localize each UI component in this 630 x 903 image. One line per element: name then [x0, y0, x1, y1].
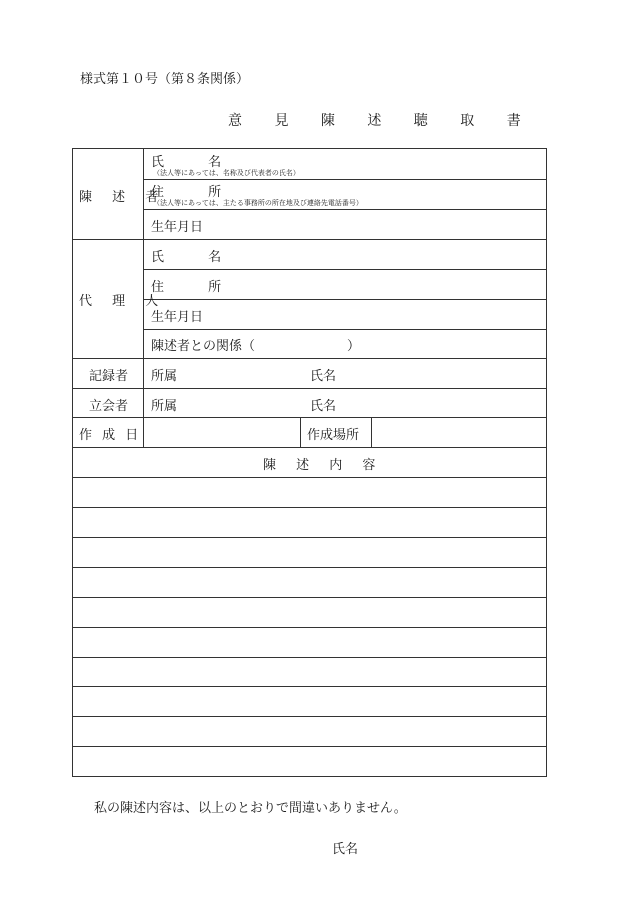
- form-number: 様式第１０号（第８条関係）: [80, 72, 250, 87]
- creation-date-label: 作 成 日: [79, 428, 142, 443]
- creation-place-label: 作成場所: [307, 428, 360, 443]
- content-line: [73, 597, 546, 598]
- content-line: [73, 627, 546, 628]
- agent-address-label: 住 所: [151, 280, 242, 295]
- row-divider: [143, 179, 546, 180]
- row-divider: [143, 329, 546, 330]
- agent-relationship-label: 陳述者との関係（: [151, 339, 256, 354]
- creation-place-divider-left: [300, 417, 301, 447]
- section-divider: [73, 388, 546, 389]
- hearing-record-form: [72, 148, 547, 777]
- agent-label: 代 理 人: [79, 294, 167, 309]
- content-line: [73, 657, 546, 658]
- footer-name-label: 氏名: [332, 842, 359, 857]
- row-divider: [143, 209, 546, 210]
- content-line: [73, 537, 546, 538]
- agent-relationship-close: ）: [347, 339, 361, 354]
- statement-maker-label: 陳 述 者: [79, 190, 167, 205]
- document-title: 意 見 陳 述 聴 取 書: [228, 113, 535, 129]
- statement-maker-address-label: 住 所: [151, 185, 242, 200]
- section-divider: [73, 417, 546, 418]
- statement-maker-birthdate-label: 生年月日: [151, 220, 204, 235]
- witness-affiliation-label: 所属: [151, 399, 178, 414]
- recorder-name-label: 氏名: [310, 369, 337, 384]
- content-line: [73, 746, 546, 747]
- statement-maker-name-label: 氏 名: [151, 155, 242, 170]
- row-divider: [143, 299, 546, 300]
- content-heading-divider: [73, 477, 546, 478]
- section-divider: [73, 447, 546, 448]
- content-line: [73, 567, 546, 568]
- content-line: [73, 716, 546, 717]
- recorder-affiliation-label: 所属: [151, 369, 178, 384]
- content-line: [73, 686, 546, 687]
- footer-statement: 私の陳述内容は、以上のとおりで間違いありません。: [94, 801, 407, 816]
- witness-name-label: 氏名: [310, 399, 337, 414]
- statement-maker-address-note: （法人等にあっては、主たる事務所の所在地及び連絡先電話番号）: [153, 199, 363, 207]
- content-heading: 陳 述 内 容: [263, 458, 384, 473]
- section-divider: [73, 358, 546, 359]
- agent-name-label: 氏 名: [151, 250, 242, 265]
- recorder-label: 記録者: [89, 369, 129, 384]
- statement-maker-name-note: （法人等にあっては、名称及び代表者の氏名）: [153, 169, 300, 177]
- witness-label: 立会者: [89, 399, 129, 414]
- row-divider: [143, 269, 546, 270]
- section-divider: [73, 239, 546, 240]
- content-line: [73, 507, 546, 508]
- agent-birthdate-label: 生年月日: [151, 310, 204, 325]
- creation-place-divider-right: [371, 417, 372, 447]
